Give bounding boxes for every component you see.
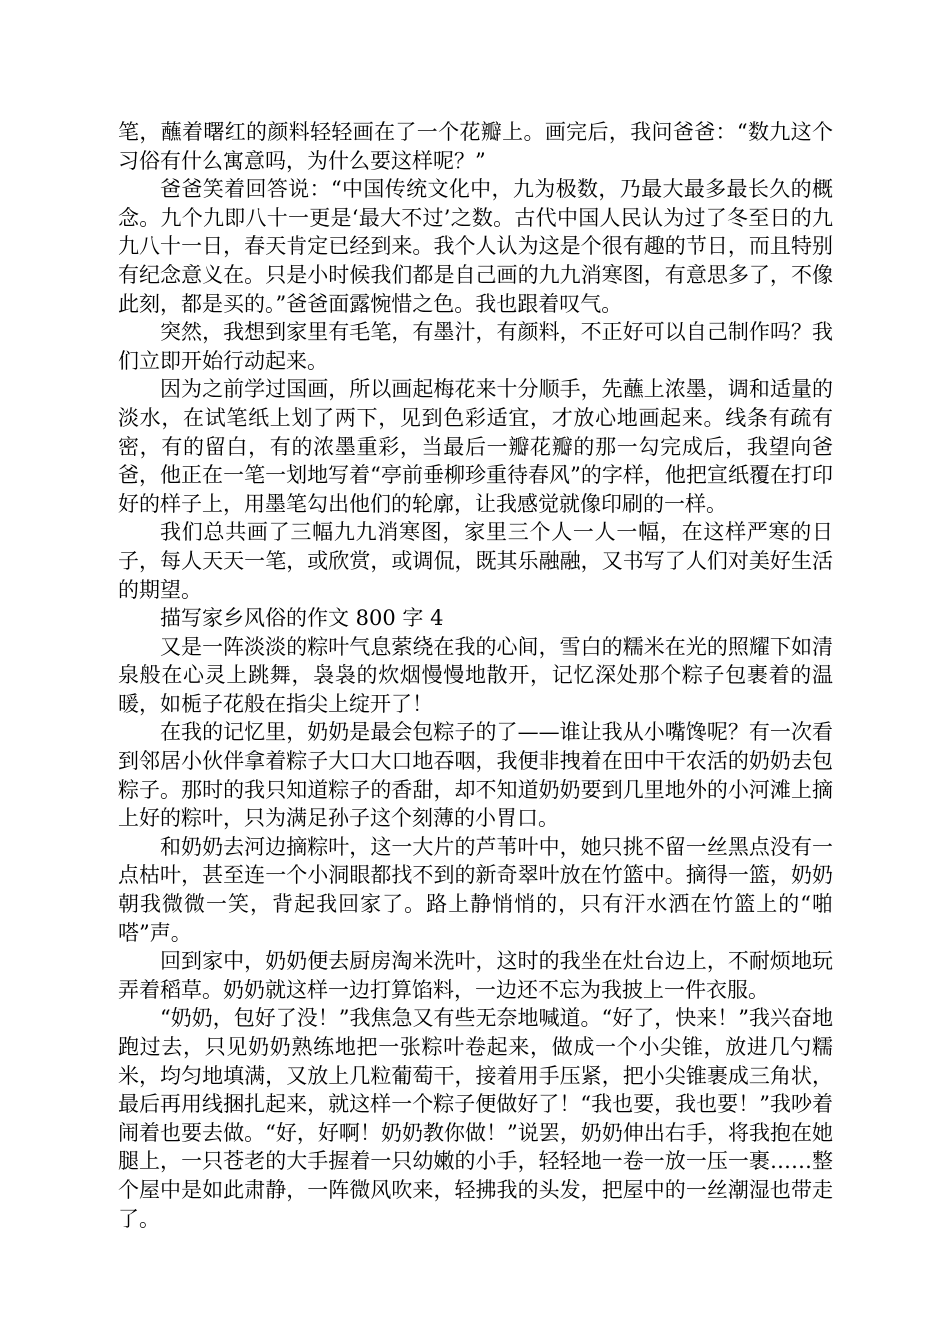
- paragraph-2: 爸爸笑着回答说：“中国传统文化中，九为极数，乃最大最多最长久的概念。九个九即八十一更是‘最大不过’之数。古代中国人民认为过了冬至日的九九八十一日，春天肯定已经到来。我个人认为这是个很有趣的节日，而且特别有纪念意义在。只是小时候我们都是自己画的九九消寒图，有意思多了，不像此刻，都是买的。”爸爸面露惋惜之色。我也跟着叹气。: [118, 177, 833, 316]
- paragraph-5: 我们总共画了三幅九九消寒图，家里三个人一人一幅，在这样严寒的日子，每人天天一笔，或欣赏，或调侃，既其乐融融，又书写了人们对美好生活的期望。: [118, 520, 833, 602]
- section-heading: 描写家乡风俗的作文 800 字 4: [160, 606, 444, 631]
- paragraph-7: 又是一阵淡淡的粽叶气息萦绕在我的心间，雪白的糯米在光的照耀下如清泉般在心灵上跳舞，袅袅的炊烟慢慢地散开，记忆深处那个粽子包裹着的温暖，如栀子花般在指尖上绽开了！: [118, 634, 833, 716]
- paragraph-10: 回到家中，奶奶便去厨房淘米洗叶，这时的我坐在灶台边上，不耐烦地玩弄着稻草。奶奶就这样一边打算馅料，一边还不忘为我披上一件衣服。: [118, 949, 833, 1002]
- paragraph-8: 在我的记忆里，奶奶是最会包粽子的了——谁让我从小嘴馋呢？有一次看到邻居小伙伴拿着粽子大口大口地吞咽，我便非拽着在田中干农活的奶奶去包粽子。那时的我只知道粽子的香甜，却不知道奶奶要到几里地外的小河滩上摘上好的粽叶，只为满足孙子这个刻薄的小胃口。: [118, 720, 833, 831]
- paragraph-4: 因为之前学过国画，所以画起梅花来十分顺手，先蘸上浓墨，调和适量的淡水，在试笔纸上划了两下，见到色彩适宜，才放心地画起来。线条有疏有密，有的留白，有的浓墨重彩，当最后一瓣花瓣的那一勾完成后，我望向爸爸，他正在一笔一划地写着“亭前垂柳珍重待春风”的字样，他把宣纸覆在打印好的样子上，用墨笔勾出他们的轮廓，让我感觉就像印刷的一样。: [118, 377, 833, 516]
- document-page: [118, 118, 833, 1233]
- paragraph-3: 突然，我想到家里有毛笔，有墨汁，有颜料，不正好可以自己制作吗？我们立即开始行动起来。: [118, 320, 833, 373]
- paragraph-1: 笔，蘸着曙红的颜料轻轻画在了一个花瓣上。画完后，我问爸爸：“数九这个习俗有什么寓意吗，为什么要这样呢？”: [118, 120, 833, 173]
- paragraph-11: “奶奶，包好了没！”我焦急又有些无奈地喊道。“好了，快来！”我兴奋地跑过去，只见奶奶熟练地把一张粽叶卷起来，做成一个小尖锥，放进几勺糯米，均匀地填满，又放上几粒葡萄干，接着用手压紧，把小尖锥裹成三角状，最后再用线捆扎起来，就这样一个粽子便做好了！“我也要，我也要！”我吵着闹着也要去做。“好，好啊！奶奶教你做！”说罢，奶奶伸出右手，将我抱在她腿上，一只苍老的大手握着一只幼嫩的小手，轻轻地一卷一放一压一裹……整个屋中是如此肃静，一阵微风吹来，轻拂我的头发，把屋中的一丝潮湿也带走了。: [118, 1006, 833, 1231]
- paragraph-9: 和奶奶去河边摘粽叶，这一大片的芦苇叶中，她只挑不留一丝黑点没有一点枯叶，甚至连一个小洞眼都找不到的新奇翠叶放在竹篮中。摘得一篮，奶奶朝我微微一笑，背起我回家了。路上静悄悄的，只有汗水洒在竹篮上的“啪嗒”声。: [118, 834, 833, 945]
